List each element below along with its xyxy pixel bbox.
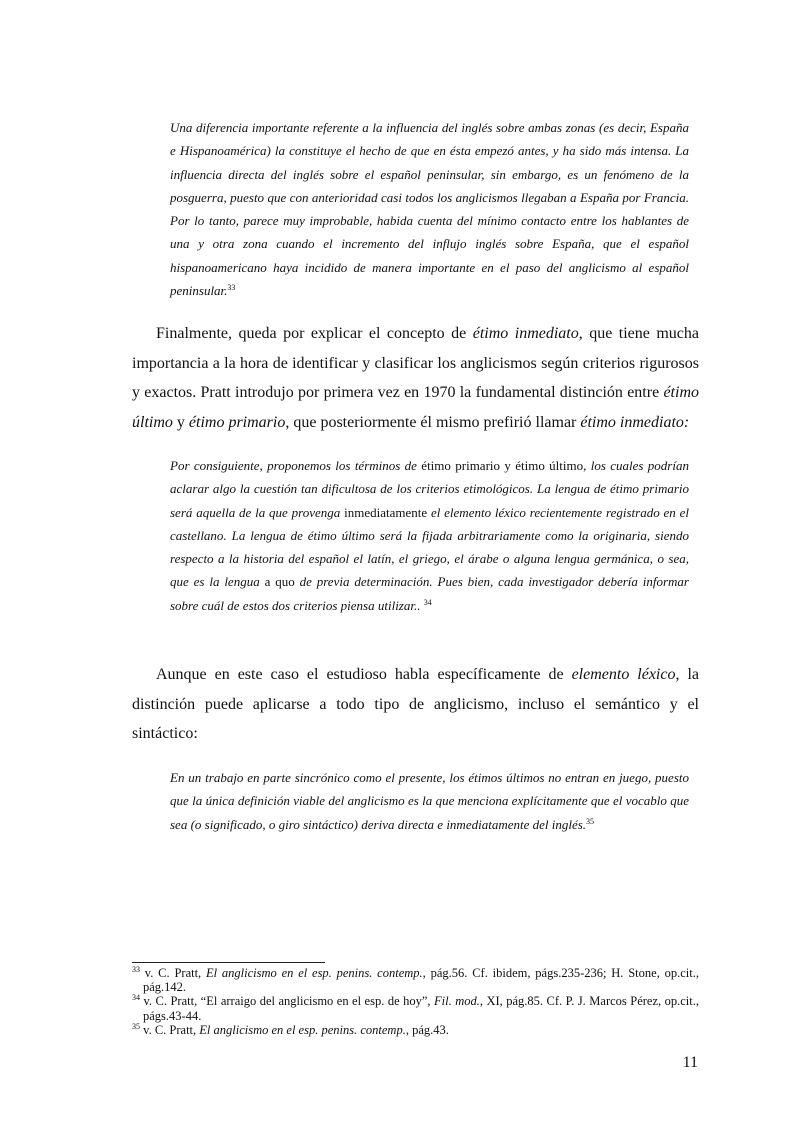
- footnote-title: El anglicismo en el esp. penins. contemp.: [199, 1022, 406, 1037]
- footnote-ref-34: 34: [423, 597, 432, 607]
- footnote-text: v. C. Pratt, “El arraigo del anglicismo en el esp. de hoy”,: [140, 994, 435, 1009]
- quote-upright-text: étimo primario y étimo último,: [421, 458, 587, 473]
- quote-text: Una diferencia importante referente a la influencia del inglés sobre ambas zonas (es decir, España e Hispanoamérica) la constituye el hecho de que en ésta empezó antes, y ha sido más intensa. La influencia directa del inglés sobre el español peninsular, sin embargo, es un fenómeno de la posguerra, puesto que con anterioridad casi todos los anglicismos llegaban a España por Francia. Por lo tanto, parece muy improbable, habida cuenta del mínimo contacto entre los hablantes de una y otra zona cuando el incremento del influjo inglés sobre España, que el español hispanoamericano haya incidido de manera importante en el paso del anglicismo al español peninsular.: [170, 120, 689, 299]
- emphasis-term: étimo primario: [188, 413, 286, 431]
- footnote-text: , pág.56. Cf. ibidem, págs.235-236; H. Stone, op.cit., pág.142.: [143, 966, 699, 995]
- paragraph-text: , la distinción puede aplicarse a todo tipo de anglicismo, incluso el semántico y el sintáctico:: [132, 666, 699, 742]
- footnote-text: v. C. Pratt,: [140, 1022, 200, 1037]
- footnote-text: , pág.43.: [405, 1022, 449, 1037]
- quote-upright-text: a quo: [264, 574, 295, 590]
- footnote-title: Fil. mod.: [434, 994, 480, 1009]
- quote-text: el elemento léxico recientemente registrado en el castellano. La lengua de étimo último será la fijada arbitrariamente como la originaria, siendo respecto a la historia del español el latín, el griego, el árabe o alguna lengua germánica, o sea, que es la lengua: [170, 504, 689, 590]
- footnote-34: [132, 994, 699, 1022]
- footnote-title: El anglicismo en el esp. penins. contemp.: [206, 966, 423, 980]
- emphasis-term: elemento léxico: [571, 666, 676, 683]
- block-quote-3: [170, 766, 689, 836]
- quote-text: Por consiguiente, proponemos los términos de: [170, 458, 422, 473]
- paragraph-text: , que posteriormente él mismo prefirió llamar: [285, 413, 581, 431]
- paragraph-1: [132, 319, 699, 437]
- paragraph-2: [132, 660, 699, 749]
- footnote-text: v. C. Pratt,: [140, 966, 206, 980]
- footnote-number: 35: [132, 1021, 140, 1031]
- footnote-ref-33: 33: [227, 283, 236, 293]
- footnote-33: [132, 966, 699, 994]
- paragraph-text: Finalmente, queda por explicar el concepto de: [156, 325, 473, 342]
- block-quote-1: [170, 116, 689, 302]
- paragraph-text: , que tiene mucha importancia a la hora de identificar y clasificar los anglicismos según criterios rigurosos y exactos. Pratt introdujo por primera vez en 1970 la fundamental distinción entre: [132, 325, 700, 401]
- quote-upright-text: inmediatamente: [344, 504, 428, 520]
- emphasis-term: étimo inmediato:: [580, 413, 690, 431]
- emphasis-term: étimo último: [132, 384, 699, 431]
- footnote-number: 34: [132, 993, 140, 1003]
- block-quote-2: [170, 454, 689, 617]
- emphasis-term: étimo inmediato: [472, 325, 579, 342]
- page-number: 11: [682, 1054, 698, 1071]
- quote-text: En un trabajo en parte sincrónico como el presente, los étimos últimos no entran en juego, puesto que la única definición viable del anglicismo es la que menciona explícitamente que el vocablo que sea (o significado, o giro sintáctico) deriva directa e inmediatamente del inglés.: [170, 770, 689, 832]
- quote-text: los cuales podrían aclarar algo la cuestión tan dificultosa de los criterios etimológicos. La lengua de étimo primario será aquella de la que provenga: [170, 458, 689, 520]
- footnote-35: [132, 1023, 699, 1037]
- footnotes: [132, 966, 699, 1037]
- quote-text: de previa determinación. Pues bien, cada investigador debería informar sobre cuál de estos dos criterios piensa utilizar..: [170, 574, 689, 613]
- paragraph-text: y: [172, 413, 189, 431]
- footnote-ref-35: 35: [586, 816, 595, 826]
- footnote-text: , XI, pág.85. Cf. P. J. Marcos Pérez, op.cit., págs.43-44.: [143, 994, 699, 1023]
- paragraph-text: Aunque en este caso el estudioso habla específicamente de: [156, 666, 572, 683]
- footnote-separator: [132, 962, 325, 963]
- footnote-number: 33: [132, 965, 140, 974]
